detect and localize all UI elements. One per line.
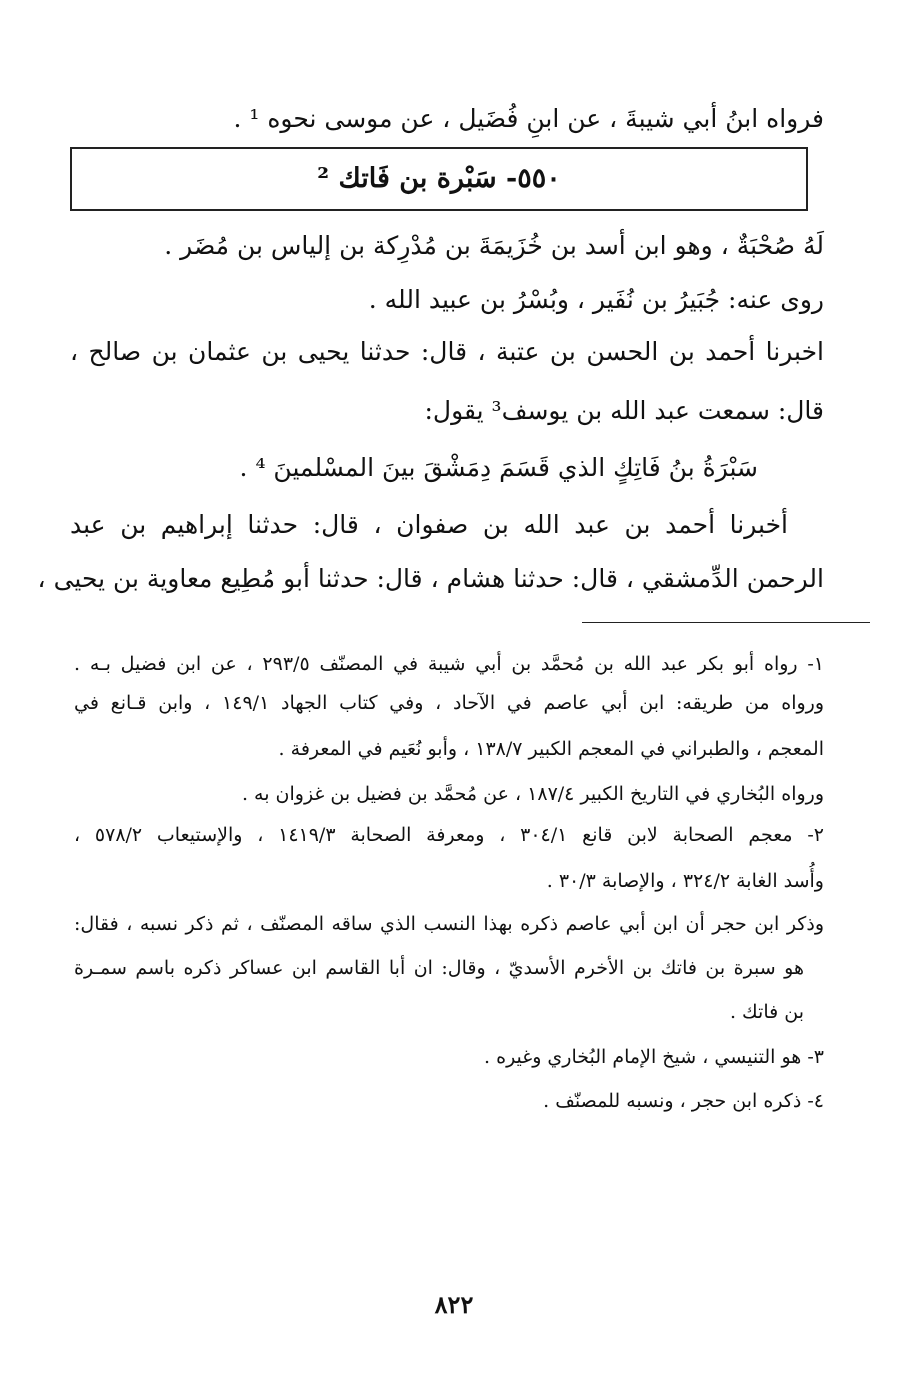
body-line-7: أخبرنا أحمد بن عبد الله بن صفوان ، قال: حدثنا إبراهيم بن عبد [70, 510, 788, 539]
poem-line: سَبْرَةُ بنُ فَاتِكٍ الذي قَسَمَ دِمَشْقَ بينَ المسْلمينَ ⁴ . [239, 453, 758, 482]
footnote-2-line-2: وأُسد الغابة ٣٢٤/٢ ، والإصابة ٣٠/٣ . [546, 870, 824, 892]
footnote-2-line-3: وذكر ابن حجر أن ابن أبي عاصم ذكره بهذا النسب الذي ساقه المصنّف ، ثم ذكر نسبه ، فقال: [74, 913, 824, 935]
body-line-3: روى عنه: جُبَيرُ بن نُفَير ، وبُسْرُ بن عبيد الله . [368, 285, 824, 314]
body-line-8: الرحمن الدِّمشقي ، قال: حدثنا هشام ، قال: حدثنا أبو مُطِيع معاوية بن يحيى ، [37, 564, 824, 593]
footnote-4: ٤- ذكره ابن حجر ، ونسبه للمصنّف . [543, 1090, 824, 1112]
footnote-separator [582, 622, 870, 623]
footnote-1-line-4: ورواه البُخاري في التاريخ الكبير ١٨٧/٤ ، عن مُحمَّد بن فضيل بن غزوان به . [241, 783, 824, 805]
entry-heading: ٥٥٠- سَبْرة بن فَاتك ² [70, 147, 808, 211]
footnote-2-line-1: ٢- معجم الصحابة لابن قانع ٣٠٤/١ ، ومعرفة الصحابة ١٤١٩/٣ ، والإستيعاب ٥٧٨/٢ ، [74, 824, 825, 846]
footnote-2-line-5: بن فاتك . [729, 1001, 804, 1023]
footnote-1-line-2: ورواه من طريقه: ابن أبي عاصم في الآحاد ، وفي كتاب الجهاد ١٤٩/١ ، وابن قـانع في [74, 692, 824, 714]
footnote-3: ٣- هو التنيسي ، شيخ الإمام البُخاري وغيره . [484, 1046, 824, 1068]
footnote-1-line-1: ١- رواه أبو بكر عبد الله بن مُحمَّد بن أبي شيبة في المصنّف ٢٩٣/٥ ، عن ابن فضيل بـه . [74, 653, 824, 675]
body-line-2: لَهُ صُحْبَةٌ ، وهو ابن أسد بن خُزَيمَةَ بن مُدْرِكة بن إلياس بن مُضَر . [164, 231, 824, 260]
body-line-5: قال: سمعت عبد الله بن يوسف³ يقول: [424, 396, 824, 425]
page-number: ٨٢٢ [434, 1290, 474, 1319]
body-line-1: فرواه ابنُ أبي شيبةَ ، عن ابنِ فُضَيل ، عن موسى نحوه ¹ . [233, 104, 824, 133]
body-line-4: اخبرنا أحمد بن الحسن بن عتبة ، قال: حدثنا يحيى بن عثمان بن صالح ، [70, 337, 824, 366]
footnote-2-line-4: هو سبرة بن فاتك بن الأخرم الأسديّ ، وقال: ان أبا القاسم ابن عساكر ذكره باسم سمـرة [74, 957, 804, 979]
footnote-1-line-3: المعجم ، والطبراني في المعجم الكبير ١٣٨/٧ ، وأبو نُعَيم في المعرفة . [278, 738, 824, 760]
